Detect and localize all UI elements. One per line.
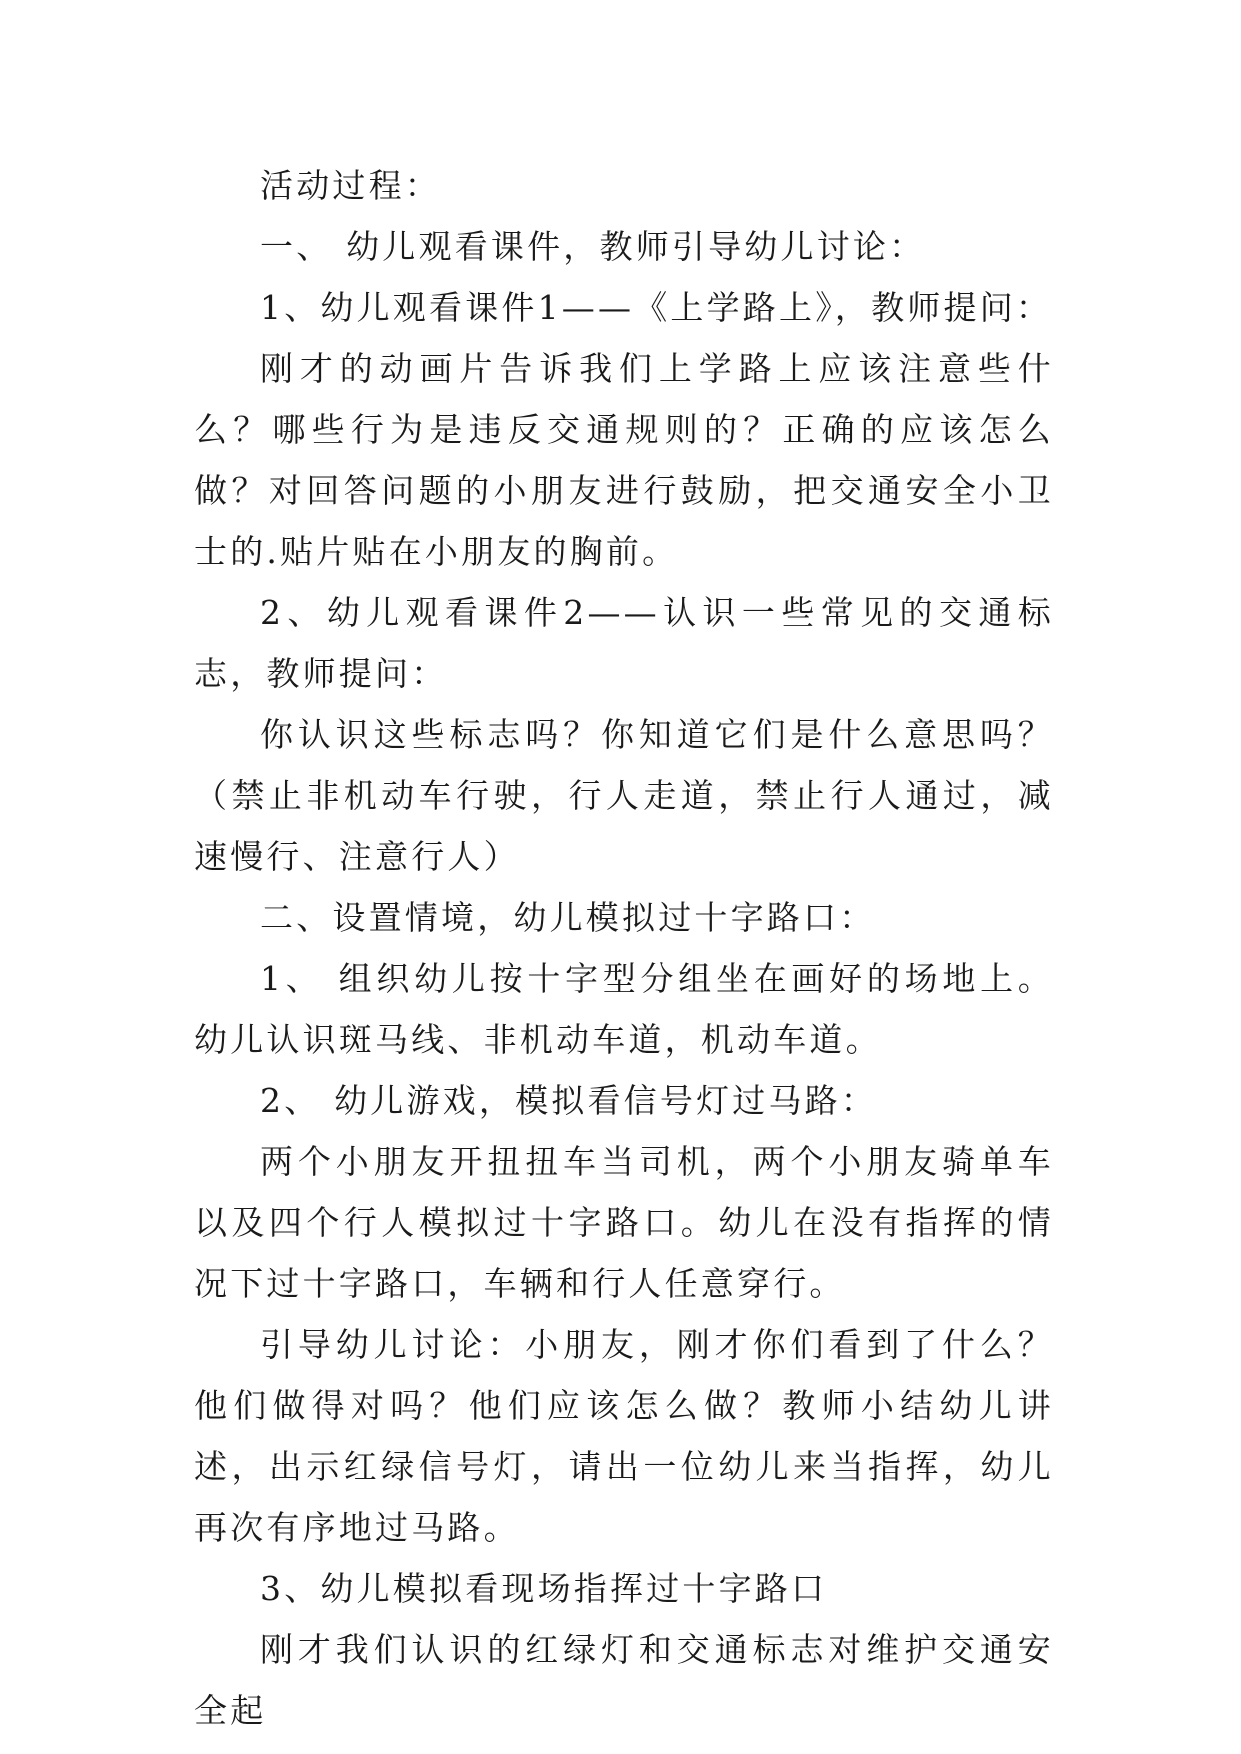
step-1-2: 2、幼儿观看课件2——认识一些常见的交通标志，教师提问：: [194, 593, 1054, 693]
paragraph-discussion: 引导幼儿讨论：小朋友，刚才你们看到了什么？他们做得对吗？他们应该怎么做？教师小结幼儿讲述，出示红绿信号灯，请出一位幼儿来当指挥，幼儿再次有序地过马路。: [194, 1325, 1054, 1547]
document-body: [194, 155, 1054, 1741]
section-two-heading: 二、设置情境，幼儿模拟过十字路口：: [260, 898, 876, 937]
paragraph-question-1: 刚才的动画片告诉我们上学路上应该注意些什么？哪些行为是违反交通规则的？正确的应该怎么做？对回答问题的小朋友进行鼓励，把交通安全小卫士的.贴片贴在小朋友的胸前。: [194, 349, 1054, 571]
step-2-1: 1、 组织幼儿按十字型分组坐在画好的场地上。幼儿认识斑马线、非机动车道，机动车道。: [194, 959, 1054, 1059]
section-one-heading: 一、 幼儿观看课件，教师引导幼儿讨论：: [260, 227, 926, 266]
paragraph-game: 两个小朋友开扭扭车当司机，两个小朋友骑单车以及四个行人模拟过十字路口。幼儿在没有指挥的情况下过十字路口，车辆和行人任意穿行。: [194, 1142, 1054, 1303]
paragraph-conclusion: 刚才我们认识的红绿灯和交通标志对维护交通安全起: [194, 1630, 1054, 1730]
step-2-2: 2、 幼儿游戏，模拟看信号灯过马路：: [260, 1081, 878, 1120]
heading-activity-process: 活动过程：: [260, 166, 441, 205]
step-1-1: 1、幼儿观看课件1——《上学路上》，教师提问：: [260, 288, 1053, 327]
step-2-3: 3、幼儿模拟看现场指挥过十字路口: [260, 1569, 828, 1608]
paragraph-question-2: 你认识这些标志吗？你知道它们是什么意思吗？（禁止非机动车行驶，行人走道，禁止行人通过，减速慢行、注意行人）: [194, 715, 1054, 876]
